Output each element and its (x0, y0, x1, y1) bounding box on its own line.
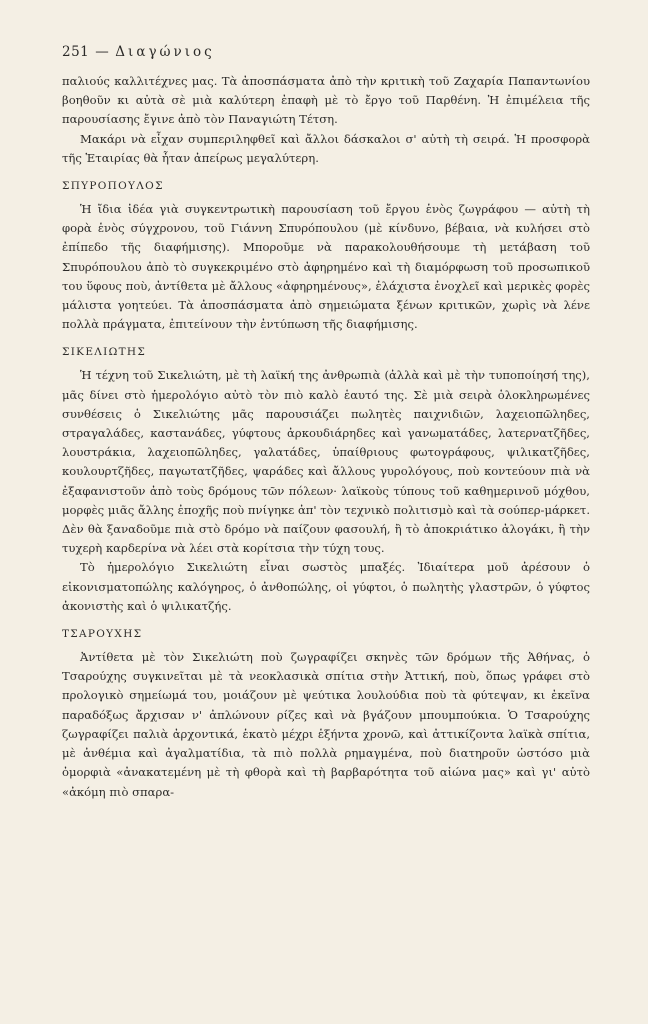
paragraph: Ἡ τέχνη τοῦ Σικελιώτη, μὲ τὴ λαϊκή της ἀνθρωπιὰ (ἀλλὰ καὶ μὲ τὴν τυποποίησή της), μᾶς δίνει στὸ ἡμερολόγιο αὐτὸ τὸν πιὸ καλὸ ἑαυτό της. Σὲ μιὰ σειρὰ ὁλοκληρωμένες συνθέσεις ὁ Σικελιώτης μᾶς παρουσιάζει πωλητὲς παιχνιδιῶν, λαχειοπῶληδες, στραγαλάδες, καστανάδες, γύφτους ἀρκουδιάρηδες καὶ γανωματάδες, λατερνατζῆδες, λουστράκια, λαχειοπῶληδες, γαλατάδες, ὑπαίθριους φωτογράφους, ψιλικατζῆδες, κουλουρτζῆδες, παγωτατζῆδες, ψαράδες καὶ ἄλλους γυρολόγους, ποὺ κοντεύουν πιὰ νὰ ἐξαφανιστοῦν ἀπὸ τοὺς δρόμους τῶν πόλεων· λαϊκοὺς τύπους τοῦ καθημερινοῦ μόχθου, μορφὲς μιᾶς ἄλλης ἐποχῆς ποὺ πνίγηκε ἀπ' τὸν τεχνικὸ πολιτισμὸ καὶ τὰ σούπερ-μάρκετ. Δὲν θὰ ξαναδοῦμε πιὰ στὸ δρόμο νὰ παίζουν φασουλή, ἢ τὸ ἀποκριάτικο ἀλογάκι, ἢ τὴν τυχερὴ καρδερίνα νὰ λέει στὰ κορίτσια τὴν τύχη τους. (62, 368, 590, 556)
paragraph: παλιούς καλλιτέχνες μας. Τὰ ἀποσπάσματα ἀπὸ τὴν κριτικὴ τοῦ Ζαχαρία Παπαντωνίου βοηθοῦν κι αὐτὰ σὲ μιὰ καλύτερη ἐπαφὴ μὲ τὸ ἔργο τοῦ Παρθένη. Ἡ ἐπιμέλεια τῆς παρουσίασης ἔγινε ἀπὸ τὸν Παναγιώτη Τέτση. (62, 74, 590, 127)
section-tsarouchis (62, 628, 590, 802)
page-number: 251 (62, 44, 90, 60)
journal-title: Διαγώνιος (115, 44, 215, 60)
paragraph: Μακάρι νὰ εἶχαν συμπεριληφθεῖ καὶ ἄλλοι δάσκαλοι σ' αὐτὴ τὴ σειρά. Ἡ προσφορὰ τῆς Ἑταιρίας θὰ ἦταν ἀπείρως μεγαλύτερη. (62, 131, 590, 165)
section-heading: ΣΠΥΡΟΠΟΥΛΟΣ (62, 180, 164, 193)
intro-text (62, 72, 590, 168)
running-head (62, 44, 590, 60)
section-spyropoulos (62, 180, 590, 334)
header-separator: — (95, 44, 110, 60)
section-sikeliotis (62, 346, 590, 616)
paragraph: Τὸ ἡμερολόγιο Σικελιώτη εἶναι σωστὸς μπαξές. Ἰδιαίτερα μοῦ ἀρέσουν ὁ εἰκονισματοπώλης καλόγηρος, ὁ ἀνθοπώλης, οἱ γύφτοι, ὁ πωλητὴς γλαστρῶν, ὁ γύφτος ἀκονιστὴς καὶ ὁ ψιλικατζής. (62, 560, 590, 613)
paragraph: Ἡ ἴδια ἰδέα γιὰ συγκεντρωτικὴ παρουσίαση τοῦ ἔργου ἑνὸς ζωγράφου — αὐτὴ τὴ φορὰ ἑνὸς σύγχρονου, τοῦ Γιάννη Σπυρόπουλου (μὲ κίνδυνο, βέβαια, νὰ κυλήσει στὸ ἐπίπεδο τῆς διαφήμισης). Μποροῦμε νὰ παρακολουθήσουμε τὴ μετάβαση τοῦ Σπυρόπουλου ἀπὸ τὸ συγκεκριμένο στὸ ἀφηρημένο καὶ τὴ διαμόρφωση τοῦ προσωπικοῦ του ὕφους ποὺ, ἀντίθετα μὲ ἄλλους «ἀφηρημένους», ἐλάχιστα ἐνοχλεῖ καὶ μερικὲς φορὲς μάλιστα γοητεύει. Τὰ ἀποσπάσματα ἀπὸ σημειώματα ξένων κριτικῶν, χωρὶς νὰ λένε πολλὰ πράγματα, ἐπιτείνουν τὴν ἐντύπωση τῆς διαφήμισης. (62, 202, 590, 332)
paragraph: Ἀντίθετα μὲ τὸν Σικελιώτη ποὺ ζωγραφίζει σκηνὲς τῶν δρόμων τῆς Ἀθήνας, ὁ Τσαρούχης συγκινεῖται μὲ τὰ νεοκλασικὰ σπίτια στὴν Ἀττική, ποὺ, ὅπως γράφει στὸ προλογικὸ σημείωμά του, μοιάζουν μὲ ψεύτικα λουλούδια ποὺ τὰ φύτεψαν, κι ἐκεῖνα παραδόξως ἄρχισαν ν' ἀπλώνουν ρίζες καὶ νὰ βγάζουν μπουμπούκια. Ὁ Τσαρούχης ζωγραφίζει παλιὰ ἀρχοντικά, ἑκατὸ μέχρι ἑξήντα χρονῶ, καὶ ἀττικίζοντα λαϊκὰ σπίτια, μὲ ἀνθέμια καὶ ἀγαλματίδια, τὰ πιὸ πολλὰ ρημαγμένα, ποὺ διατηροῦν ὡστόσο μιὰ ὀμορφιὰ «ἀνακατεμένη μὲ τὴ φθορὰ καὶ τὴ βαρβαρότητα τοῦ αἰώνα μας» καὶ γι' αὐτὸ «ἀκόμη πιὸ σπαρα- (62, 650, 590, 799)
section-heading: ΣΙΚΕΛΙΩΤΗΣ (62, 346, 147, 359)
section-heading: ΤΣΑΡΟΥΧΗΣ (62, 628, 143, 641)
